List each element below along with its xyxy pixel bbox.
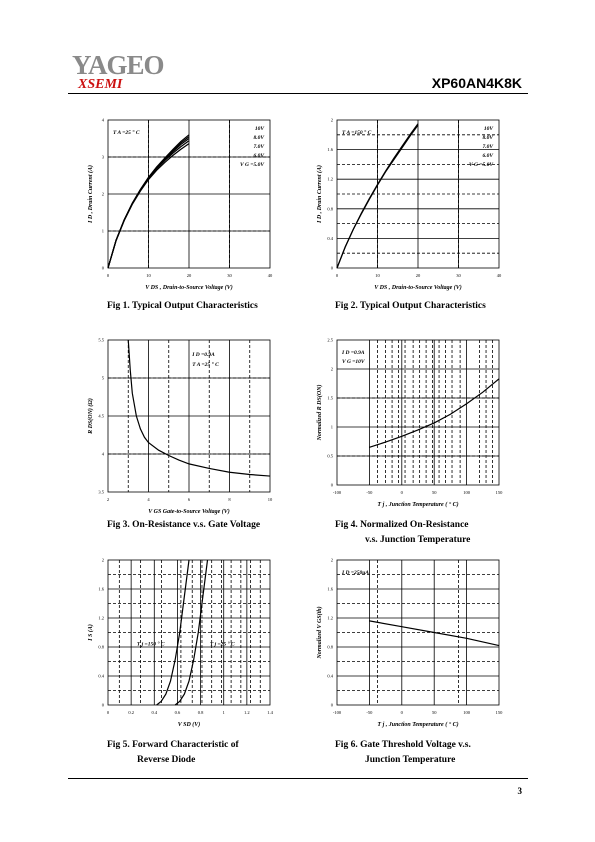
brand-subword: XSEMI — [78, 77, 123, 90]
x-axis-label: V SD (V) — [177, 722, 201, 728]
figure-5-caption — [107, 738, 239, 768]
y-tick-label: 5 — [101, 375, 104, 381]
x-tick-label: 20 — [186, 273, 192, 278]
y-axis-label: I D , Drain Current (A) — [88, 164, 94, 224]
figure-3-caption — [107, 518, 260, 533]
x-tick-label: 0.8 — [197, 710, 204, 715]
x-tick-label: 40 — [496, 273, 502, 278]
annotation-label: T A =25 ° C — [192, 362, 219, 368]
y-tick-label: 2 — [330, 117, 333, 123]
x-tick-label: 8 — [228, 497, 231, 502]
x-tick-label: 4 — [147, 497, 150, 502]
figure-1-chart — [80, 110, 300, 295]
page-number: 3 — [517, 786, 522, 796]
part-number: XP60AN4K8K — [431, 75, 522, 91]
x-tick-label: 2 — [106, 497, 110, 502]
x-tick-label: 50 — [431, 490, 437, 495]
legend-entry: 6.0V — [253, 153, 264, 159]
x-tick-label: 1.2 — [244, 710, 250, 715]
x-tick-label: 150 — [495, 490, 503, 495]
x-tick-label: 100 — [463, 710, 470, 715]
annotation-label: I D =0.9A — [342, 350, 365, 356]
caption-line: Fig 4. Normalized On-Resistance — [335, 520, 469, 530]
x-tick-label: 30 — [227, 273, 232, 278]
figure-6-caption — [335, 738, 471, 768]
y-tick-label: 0 — [101, 265, 104, 271]
x-tick-label: 20 — [415, 273, 421, 278]
x-tick-label: 0.2 — [128, 710, 134, 715]
caption-line: v.s. Junction Temperature — [365, 535, 471, 545]
x-axis-label: V DS , Drain-to-Source Voltage (V) — [374, 285, 462, 291]
y-tick-label: 4.5 — [98, 413, 104, 419]
x-tick-label: -100 — [332, 490, 342, 495]
legend-entry: 8.0V — [482, 135, 493, 141]
legend-entry: 7.0V — [482, 144, 493, 150]
y-tick-label: 1 — [330, 424, 333, 430]
figure-5-chart — [80, 550, 300, 735]
y-tick-label: 0.8 — [327, 206, 333, 212]
yageo-logo — [72, 50, 182, 95]
x-tick-label: -100 — [332, 710, 342, 715]
x-tick-label: 0.6 — [174, 710, 181, 715]
yageo-logo-image — [72, 50, 182, 90]
caption-line: Fig 1. Typical Output Characteristics — [107, 301, 258, 311]
figure-3-chart — [80, 330, 300, 515]
y-tick-label: 0.8 — [327, 644, 333, 650]
y-tick-label: 3 — [101, 154, 104, 160]
x-axis-label: T j , Junction Temperature ( ° C) — [377, 502, 459, 508]
y-tick-label: 1.2 — [98, 615, 104, 621]
legend-entry: 10V — [483, 126, 493, 132]
annotation-label: T A =25 ° C — [113, 130, 140, 136]
figure-4-chart — [305, 330, 525, 515]
figure-4-caption — [335, 518, 470, 548]
x-tick-label: 10 — [375, 273, 380, 278]
x-tick-label: 0 — [335, 273, 339, 278]
legend-entry: 6.0V — [482, 153, 493, 159]
y-tick-label: 2 — [330, 366, 333, 372]
caption-line: Junction Temperature — [365, 755, 456, 765]
figure-2-caption — [335, 299, 486, 314]
legend-entry: V G =5.0V — [240, 162, 264, 168]
caption-line: Fig 6. Gate Threshold Voltage v.s. — [335, 740, 471, 750]
y-tick-label: 4 — [101, 451, 104, 457]
x-tick-label: 40 — [267, 273, 273, 278]
y-tick-label: 0.8 — [98, 644, 104, 650]
x-tick-label: 1.4 — [267, 710, 273, 715]
caption-line: Fig 3. On-Resistance v.s. Gate Voltage — [107, 520, 261, 530]
x-tick-label: 100 — [463, 490, 470, 495]
footer-rule — [68, 778, 528, 779]
y-axis-label: I S (A) — [88, 624, 94, 641]
y-tick-label: 3.5 — [98, 489, 104, 495]
annotation-label: T A =150 ° C — [342, 130, 372, 136]
x-tick-label: 10 — [267, 497, 273, 502]
y-tick-label: 1.6 — [327, 586, 333, 592]
x-tick-label: 0 — [106, 710, 110, 715]
x-tick-label: 0 — [400, 710, 403, 715]
x-tick-label: 10 — [146, 273, 151, 278]
y-tick-label: 1 — [101, 228, 104, 234]
y-axis-label: Normalized V GS(th) — [317, 606, 323, 659]
x-tick-label: 150 — [495, 710, 503, 715]
y-tick-label: 2 — [330, 557, 333, 563]
x-tick-label: 6 — [187, 497, 191, 502]
y-tick-label: 0 — [330, 265, 333, 271]
x-tick-label: -50 — [366, 490, 373, 495]
annotation-label: I D =0.9A — [192, 352, 215, 358]
series-line — [128, 340, 270, 476]
annotation-label: T j =150 ° C — [136, 641, 165, 648]
caption-line: Reverse Diode — [137, 755, 196, 765]
caption-line: Fig 5. Forward Characteristic of — [107, 740, 239, 750]
y-tick-label: 0.4 — [327, 673, 333, 679]
figure-6-chart — [305, 550, 525, 735]
y-tick-label: 5.5 — [98, 337, 104, 343]
annotation-label: I D =250uA — [342, 570, 369, 576]
legend-entry: 10V — [254, 126, 264, 132]
y-tick-label: 4 — [101, 117, 104, 123]
y-tick-label: 0 — [101, 702, 104, 708]
y-tick-label: 1.5 — [327, 395, 333, 401]
y-tick-label: 0.4 — [327, 235, 333, 241]
header-rule — [68, 93, 528, 94]
brand-wordmark: YAGEO — [72, 50, 164, 80]
x-tick-label: 30 — [456, 273, 461, 278]
annotation-label: V G =10V — [342, 359, 365, 365]
x-tick-label: 1 — [222, 710, 225, 715]
x-axis-label: T j , Junction Temperature ( ° C) — [377, 722, 459, 728]
y-tick-label: 1.2 — [327, 615, 333, 621]
y-axis-label: I D , Drain Current (A) — [317, 164, 323, 224]
legend-entry: V G =5.0V — [469, 162, 493, 168]
y-tick-label: 0.5 — [327, 453, 333, 459]
legend-entry: 7.0V — [253, 144, 264, 150]
x-tick-label: 0.4 — [151, 710, 158, 715]
y-tick-label: 0.4 — [98, 673, 104, 679]
x-tick-label: 0 — [400, 490, 403, 495]
y-tick-label: 1.2 — [327, 176, 333, 182]
figure-1-caption — [107, 299, 258, 314]
y-tick-label: 1.6 — [98, 586, 104, 592]
annotation-label: T j =25 ° C — [209, 641, 235, 648]
y-axis-label: Normalized R DS(ON) — [317, 384, 323, 441]
figure-2-chart — [305, 110, 525, 295]
y-tick-label: 0 — [330, 482, 333, 488]
caption-line: Fig 2. Typical Output Characteristics — [335, 301, 486, 311]
x-tick-label: 0 — [106, 273, 110, 278]
y-tick-label: 2 — [101, 557, 104, 563]
y-tick-label: 0 — [330, 702, 333, 708]
y-tick-label: 1.6 — [327, 147, 333, 153]
x-tick-label: -50 — [366, 710, 373, 715]
y-axis-label: R DS(ON) (Ω) — [88, 398, 94, 434]
x-axis-label: V DS , Drain-to-Source Voltage (V) — [145, 285, 233, 291]
y-tick-label: 2.5 — [327, 337, 333, 343]
x-axis-label: V GS Gate-to-Source Voltage (V) — [148, 509, 230, 515]
legend-entry: 8.0V — [253, 135, 264, 141]
x-tick-label: 50 — [431, 710, 437, 715]
y-tick-label: 2 — [101, 191, 104, 197]
